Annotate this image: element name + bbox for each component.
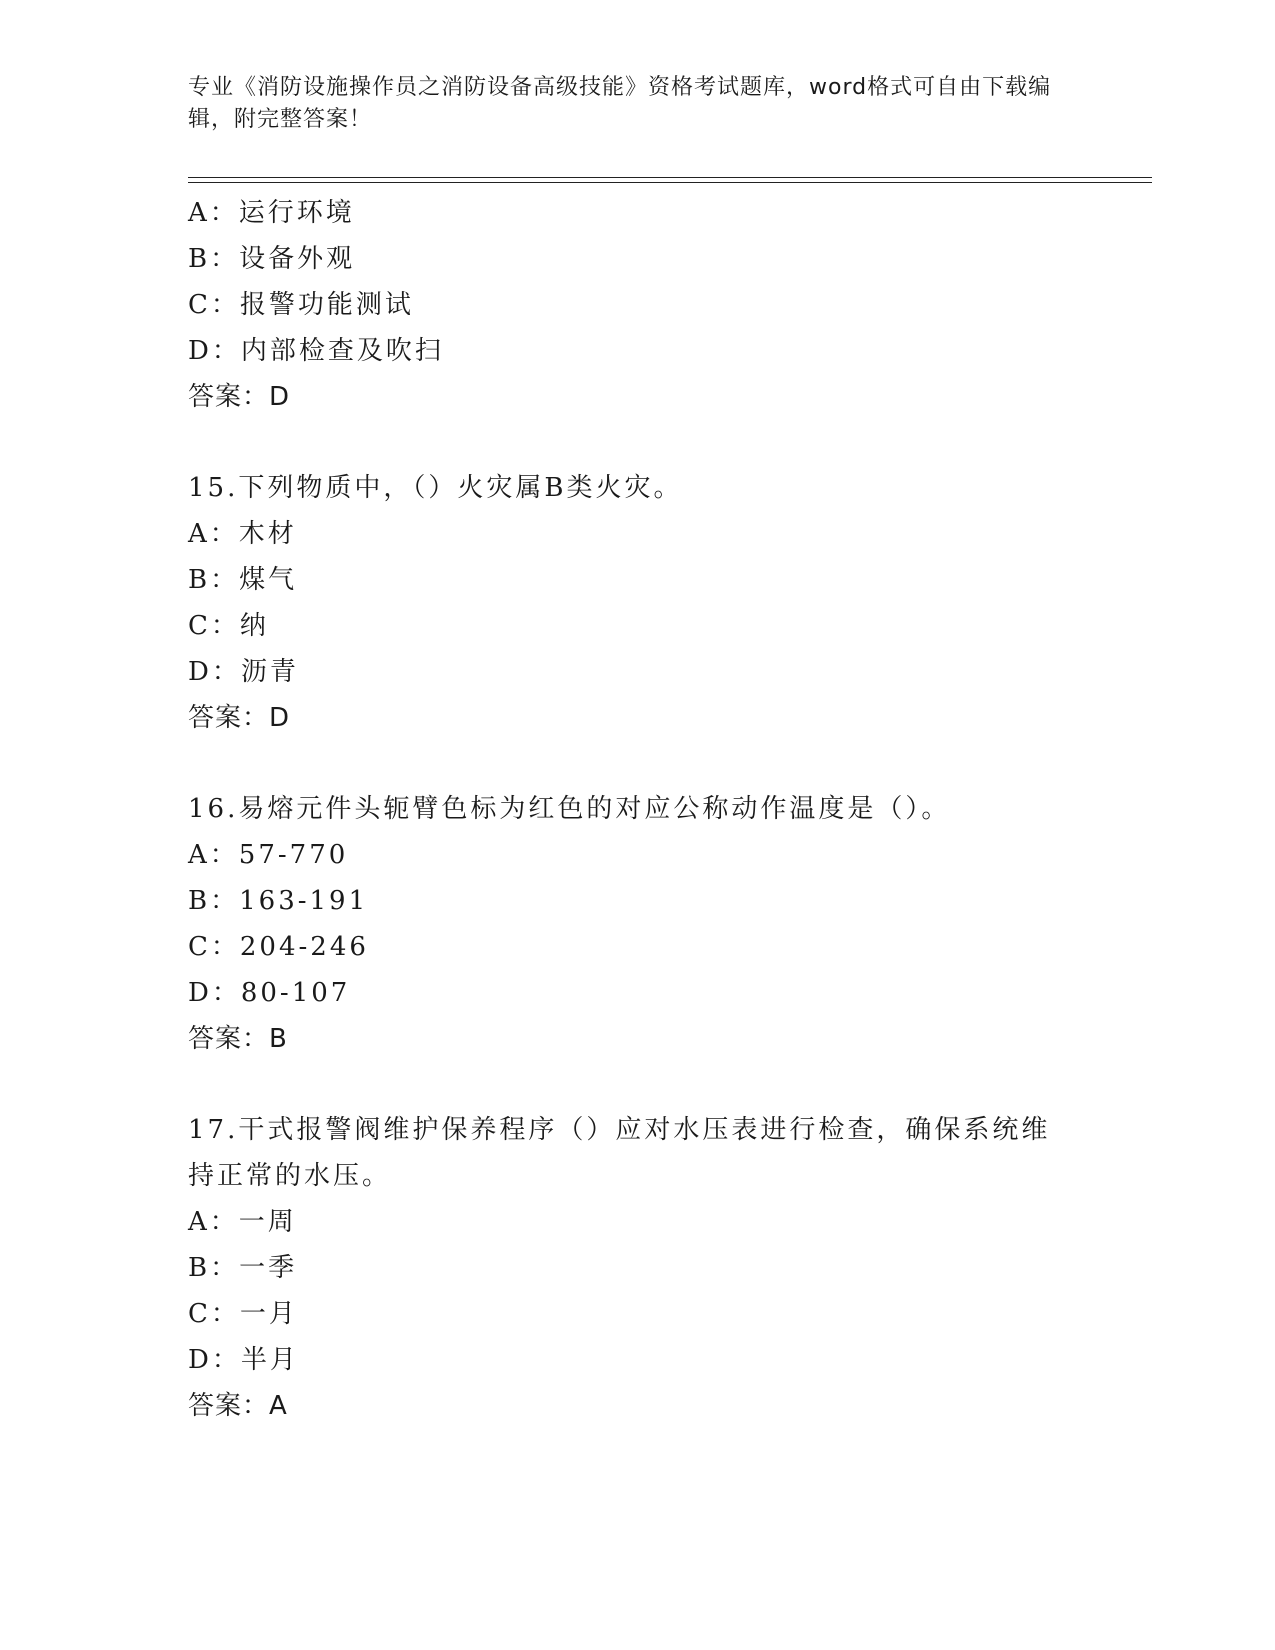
- header-rule-top: [188, 177, 1152, 178]
- answer-line: 答案：D: [188, 382, 291, 412]
- question-text: 15.下列物质中，（）火灾属B类火灾。: [188, 473, 683, 503]
- option-c: C：报警功能测试: [188, 290, 414, 320]
- answer-line: 答案：A: [188, 1391, 288, 1421]
- option-a: A：木材: [188, 519, 297, 549]
- option-d: D：80-107: [188, 978, 351, 1008]
- option-a: A：运行环境: [188, 198, 355, 228]
- option-d: D：半月: [188, 1345, 299, 1375]
- question-block-16: [188, 786, 1088, 1062]
- option-d: D：内部检查及吹扫: [188, 336, 444, 366]
- option-c: C：纳: [188, 611, 269, 641]
- option-c: C：204-246: [188, 932, 369, 962]
- question-block-15: [188, 465, 1088, 741]
- question-block-14: [188, 190, 1088, 420]
- header-rule-bottom: [188, 182, 1152, 183]
- option-a: A：一周: [188, 1207, 297, 1237]
- question-block-17: [188, 1107, 1088, 1429]
- option-d: D：沥青: [188, 657, 299, 687]
- page-header: 专业《消防设施操作员之消防设备高级技能》资格考试题库，word格式可自由下载编辑，附完整答案！: [188, 75, 1052, 132]
- option-c: C：一月: [188, 1299, 298, 1329]
- option-b: B：一季: [188, 1253, 298, 1283]
- question-text: 17.干式报警阀维护保养程序（）应对水压表进行检查，确保系统维持正常的水压。: [188, 1115, 1051, 1191]
- answer-line: 答案：B: [188, 1024, 288, 1054]
- question-text: 16.易熔元件头轭臂色标为红色的对应公称动作温度是（）。: [188, 794, 951, 824]
- option-b: B：163-191: [188, 886, 369, 916]
- option-a: A：57-770: [188, 840, 349, 870]
- answer-line: 答案：D: [188, 703, 291, 733]
- question-list: [188, 190, 1088, 1429]
- option-b: B：煤气: [188, 565, 298, 595]
- option-b: B：设备外观: [188, 244, 356, 274]
